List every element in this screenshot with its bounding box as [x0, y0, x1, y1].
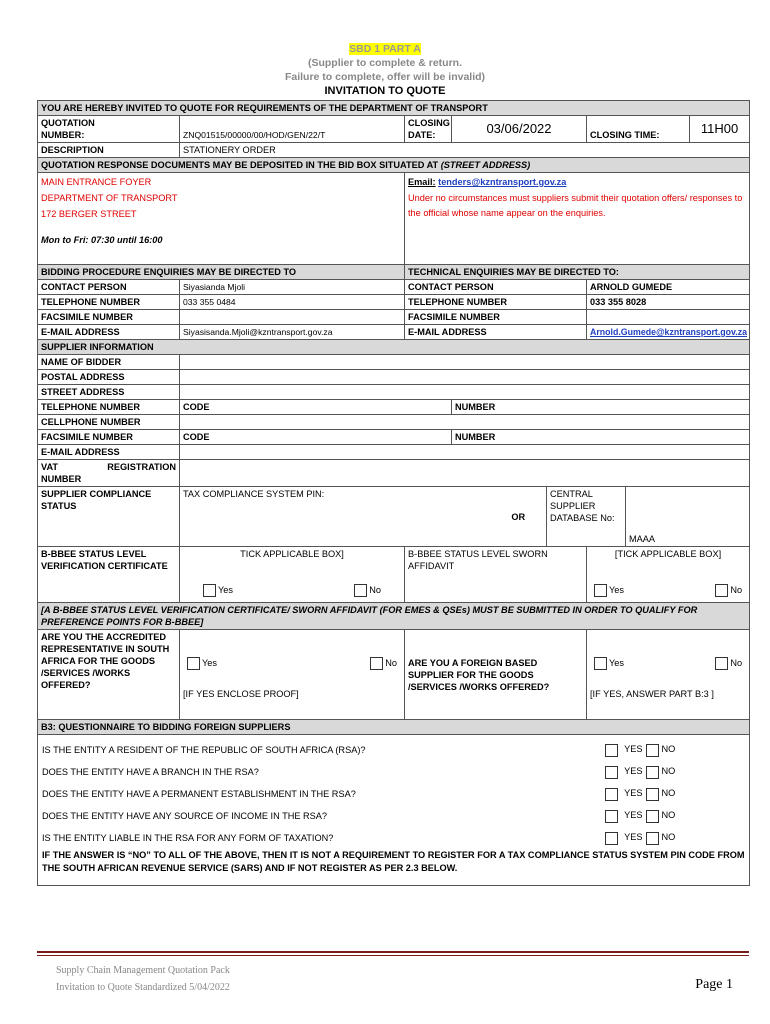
b3-yes-label: YES — [624, 744, 643, 755]
description-label: DESCRIPTION — [38, 143, 180, 158]
affidavit-yes-checkbox[interactable] — [594, 584, 607, 597]
b3-questionnaire — [38, 735, 750, 886]
technical-heading: TECHNICAL ENQUIRIES MAY BE DIRECTED TO: — [405, 265, 750, 280]
quotation-label: QUOTATION — [41, 118, 95, 128]
vat-label-c: NUMBER — [41, 474, 82, 484]
b3-question-row — [42, 761, 745, 783]
b3-no-checkbox[interactable] — [646, 810, 659, 823]
bidder-name-label: NAME OF BIDDER — [38, 355, 180, 370]
supplier-heading: SUPPLIER INFORMATION — [38, 340, 750, 355]
footer-divider-thin — [37, 955, 749, 956]
street-address-label: STREET ADDRESS — [38, 385, 180, 400]
description-value: STATIONERY ORDER — [180, 143, 750, 158]
foreign-supplier-question: ARE YOU A FOREIGN BASED SUPPLIER FOR THE GOODS /SERVICES /WORKS OFFERED? — [405, 630, 587, 720]
part-label: SBD 1 PART A — [349, 43, 421, 55]
b3-no-checkbox[interactable] — [646, 744, 659, 757]
fax-number-field[interactable]: NUMBER — [452, 430, 750, 445]
csd-number-field[interactable]: MAAA — [626, 487, 750, 547]
bidding-fax-label: FACSIMILE NUMBER — [38, 310, 180, 325]
b3-question-row — [42, 805, 745, 827]
deposit-italic: (STREET ADDRESS) — [440, 160, 531, 170]
b3-closing-note: IF THE ANSWER IS “NO” TO ALL OF THE ABOVE, THEN IT IS NOT A REQUIREMENT TO REGISTER FOR A TAX COMPLIANCE STATUS SYSTEM PIN CODE FROM THE SOUTH AFRICAN REVENUE SERVICE (SARS) AND IF NOT REGISTER AS PER 2.3 BELOW. — [42, 850, 745, 873]
tender-email-link[interactable]: tenders@kzntransport.gov.za — [438, 177, 567, 187]
b3-yes-checkbox[interactable] — [605, 766, 618, 779]
bbbee-notice: [A B-BBEE STATUS LEVEL VERIFICATION CERTIFICATE/ SWORN AFFIDAVIT (FOR EMES & QSEs) MUST BE SUBMITTED IN ORDER TO QUALIFY FOR PREFERENCE POINTS FOR B-BBEE] — [38, 603, 750, 630]
b3-question-text: DOES THE ENTITY HAVE ANY SOURCE OF INCOME IN THE RSA? — [42, 811, 328, 821]
header-note-1: (Supplier to complete & return. — [307, 57, 462, 69]
foreign-supplier-answer — [587, 630, 750, 720]
accredited-rep-answer — [180, 630, 405, 720]
proof-note: [IF YES ENCLOSE PROOF] — [183, 689, 299, 700]
address-line-3: 172 BERGER STREET — [41, 209, 137, 219]
supplier-fax-label: FACSIMILE NUMBER — [38, 430, 180, 445]
invite-banner: YOU ARE HEREBY INVITED TO QUOTE FOR REQUIREMENTS OF THE DEPARTMENT OF TRANSPORT — [38, 101, 750, 116]
cellphone-field[interactable] — [180, 415, 750, 430]
cert-yes-label: Yes — [218, 585, 233, 595]
csd-label: CENTRAL SUPPLIER DATABASE No: — [547, 487, 626, 547]
vat-label-b: REGISTRATION — [107, 462, 176, 472]
fax-code-field[interactable]: CODE — [180, 430, 452, 445]
bidding-heading: BIDDING PROCEDURE ENQUIRIES MAY BE DIRECTED TO — [38, 265, 405, 280]
page-number: Page 1 — [695, 977, 733, 992]
b3-question-text: IS THE ENTITY LIABLE IN THE RSA FOR ANY FORM OF TAXATION? — [42, 833, 334, 843]
submission-notice: Under no circumstances must suppliers submit their quotation offers/ responses to the official whose name appear on the enquiries. — [408, 193, 743, 218]
bbbee-affidavit-tick — [587, 547, 750, 603]
technical-fax — [587, 310, 750, 325]
affidavit-no-checkbox[interactable] — [715, 584, 728, 597]
vat-field[interactable] — [180, 460, 750, 487]
technical-email-label: E-MAIL ADDRESS — [405, 325, 587, 340]
technical-fax-label: FACSIMILE NUMBER — [405, 310, 587, 325]
cellphone-label: CELLPHONE NUMBER — [38, 415, 180, 430]
b3-no-checkbox[interactable] — [646, 766, 659, 779]
header-note-2: Failure to complete, offer will be invalid) — [284, 71, 486, 83]
bidding-email: Siyasisanda.Mjoli@kzntransport.gov.za — [180, 325, 405, 340]
b3-yes-label: YES — [624, 832, 643, 843]
b3-question-text: IS THE ENTITY A RESIDENT OF THE REPUBLIC OF SOUTH AFRICA (RSA)? — [42, 745, 366, 755]
closing-time: 11H00 — [690, 116, 750, 143]
office-hours: Mon to Fri: 07:30 until 16:00 — [41, 235, 163, 245]
or-label: OR — [491, 487, 547, 547]
bbbee-affidavit-label: B-BBEE STATUS LEVEL SWORN AFFIDAVIT — [405, 547, 587, 603]
b3-question-text: DOES THE ENTITY HAVE A BRANCH IN THE RSA? — [42, 767, 259, 777]
foreign-yes-checkbox[interactable] — [594, 657, 607, 670]
technical-phone-label: TELEPHONE NUMBER — [405, 295, 587, 310]
b3-no-label: NO — [661, 810, 676, 821]
b3-no-label: NO — [661, 766, 676, 777]
cert-no-checkbox[interactable] — [354, 584, 367, 597]
tel-number-field[interactable]: NUMBER — [452, 400, 750, 415]
cert-yes-checkbox[interactable] — [203, 584, 216, 597]
street-address-field[interactable] — [180, 385, 750, 400]
tax-pin-field[interactable]: TAX COMPLIANCE SYSTEM PIN: — [180, 487, 491, 547]
footer-left — [56, 962, 230, 996]
tick-right-label: [TICK APPLICABLE BOX] — [614, 549, 722, 559]
accredited-rep-question: ARE YOU THE ACCREDITED REPRESENTATIVE IN SOUTH AFRICA FOR THE GOODS /SERVICES /WORKS OFFERED? — [38, 630, 180, 720]
bidding-contact: Siyasianda Mjoli — [180, 280, 405, 295]
quotation-number-label: NUMBER: — [41, 130, 85, 140]
bidding-contact-label: CONTACT PERSON — [38, 280, 180, 295]
rep-yes-checkbox[interactable] — [187, 657, 200, 670]
foreign-no-checkbox[interactable] — [715, 657, 728, 670]
b3-no-label: NO — [661, 788, 676, 799]
b3-question-text: DOES THE ENTITY HAVE A PERMANENT ESTABLISHMENT IN THE RSA? — [42, 789, 356, 799]
bidding-fax — [180, 310, 405, 325]
tel-code-field[interactable]: CODE — [180, 400, 452, 415]
closing-date-label: DATE: — [408, 130, 436, 140]
supplier-tel-label: TELEPHONE NUMBER — [38, 400, 180, 415]
affidavit-no-label: No — [730, 585, 743, 595]
bbbee-cert-tick — [180, 547, 405, 603]
technical-phone: 033 355 8028 — [587, 295, 750, 310]
vat-label-a: VAT — [41, 462, 59, 472]
rep-no-label: No — [385, 658, 397, 668]
b3-heading: B3: QUESTIONNAIRE TO BIDDING FOREIGN SUPPLIERS — [38, 720, 750, 735]
closing-time-label: CLOSING TIME: — [587, 116, 690, 143]
bid-box-address — [38, 173, 405, 265]
b3-yes-label: YES — [624, 766, 643, 777]
b3-question-row — [42, 783, 745, 805]
postal-address-field[interactable] — [180, 370, 750, 385]
rep-no-checkbox[interactable] — [370, 657, 383, 670]
b3-yes-checkbox[interactable] — [605, 810, 618, 823]
address-line-2: DEPARTMENT OF TRANSPORT — [41, 193, 178, 203]
footer-line-2: Invitation to Quote Standardized 5/04/2022 — [56, 982, 230, 993]
address-line-1: MAIN ENTRANCE FOYER — [41, 177, 152, 187]
invitation-form — [37, 100, 750, 886]
b3-no-checkbox[interactable] — [646, 832, 659, 845]
b3-yes-label: YES — [624, 788, 643, 799]
footer-divider — [37, 951, 749, 953]
email-label: Email: — [408, 177, 436, 187]
tick-left-label: TICK APPLICABLE BOX] — [240, 549, 344, 559]
tender-email-block — [405, 173, 750, 265]
closing-date: 03/06/2022 — [452, 116, 587, 143]
technical-contact-label: CONTACT PERSON — [405, 280, 587, 295]
b3-question-row — [42, 739, 745, 761]
b3-no-label: NO — [661, 744, 676, 755]
bidding-phone: 033 355 0484 — [180, 295, 405, 310]
quotation-number: ZNQ01515/00000/00/HOD/GEN/22/T — [180, 116, 405, 143]
bbbee-cert-label: B-BBEE STATUS LEVEL VERIFICATION CERTIFICATE — [38, 547, 180, 603]
deposit-banner — [38, 158, 750, 173]
b3-no-label: NO — [661, 832, 676, 843]
affidavit-yes-label: Yes — [609, 585, 624, 595]
rep-yes-label: Yes — [202, 658, 217, 668]
document-header — [0, 42, 770, 98]
postal-address-label: POSTAL ADDRESS — [38, 370, 180, 385]
b3-yes-checkbox[interactable] — [605, 832, 618, 845]
supplier-email-label: E-MAIL ADDRESS — [38, 445, 180, 460]
b3-question-row — [42, 827, 745, 849]
b3-yes-label: YES — [624, 810, 643, 821]
deposit-text: QUOTATION RESPONSE DOCUMENTS MAY BE DEPOSITED IN THE BID BOX SITUATED AT — [41, 160, 439, 170]
supplier-email-field[interactable] — [180, 445, 750, 460]
foreign-yes-label: Yes — [609, 658, 624, 668]
b3-no-checkbox[interactable] — [646, 788, 659, 801]
page-title: INVITATION TO QUOTE — [324, 85, 446, 97]
closing-label: CLOSING — [408, 118, 450, 128]
footer-line-1: Supply Chain Management Quotation Pack — [56, 965, 230, 976]
technical-email-link[interactable]: Arnold.Gumede@kzntransport.gov.za — [587, 325, 750, 340]
bidding-phone-label: TELEPHONE NUMBER — [38, 295, 180, 310]
bidder-name-field[interactable] — [180, 355, 750, 370]
technical-contact: ARNOLD GUMEDE — [587, 280, 750, 295]
foreign-note: [IF YES, ANSWER PART B:3 ] — [590, 689, 714, 700]
vat-label — [38, 460, 180, 487]
bidding-email-label: E-MAIL ADDRESS — [38, 325, 180, 340]
b3-question-list — [42, 739, 745, 849]
compliance-label: SUPPLIER COMPLIANCE STATUS — [38, 487, 180, 547]
b3-yes-checkbox[interactable] — [605, 744, 618, 757]
foreign-no-label: No — [730, 658, 743, 668]
b3-yes-checkbox[interactable] — [605, 788, 618, 801]
cert-no-label: No — [369, 585, 381, 595]
quotation-row — [38, 116, 750, 143]
